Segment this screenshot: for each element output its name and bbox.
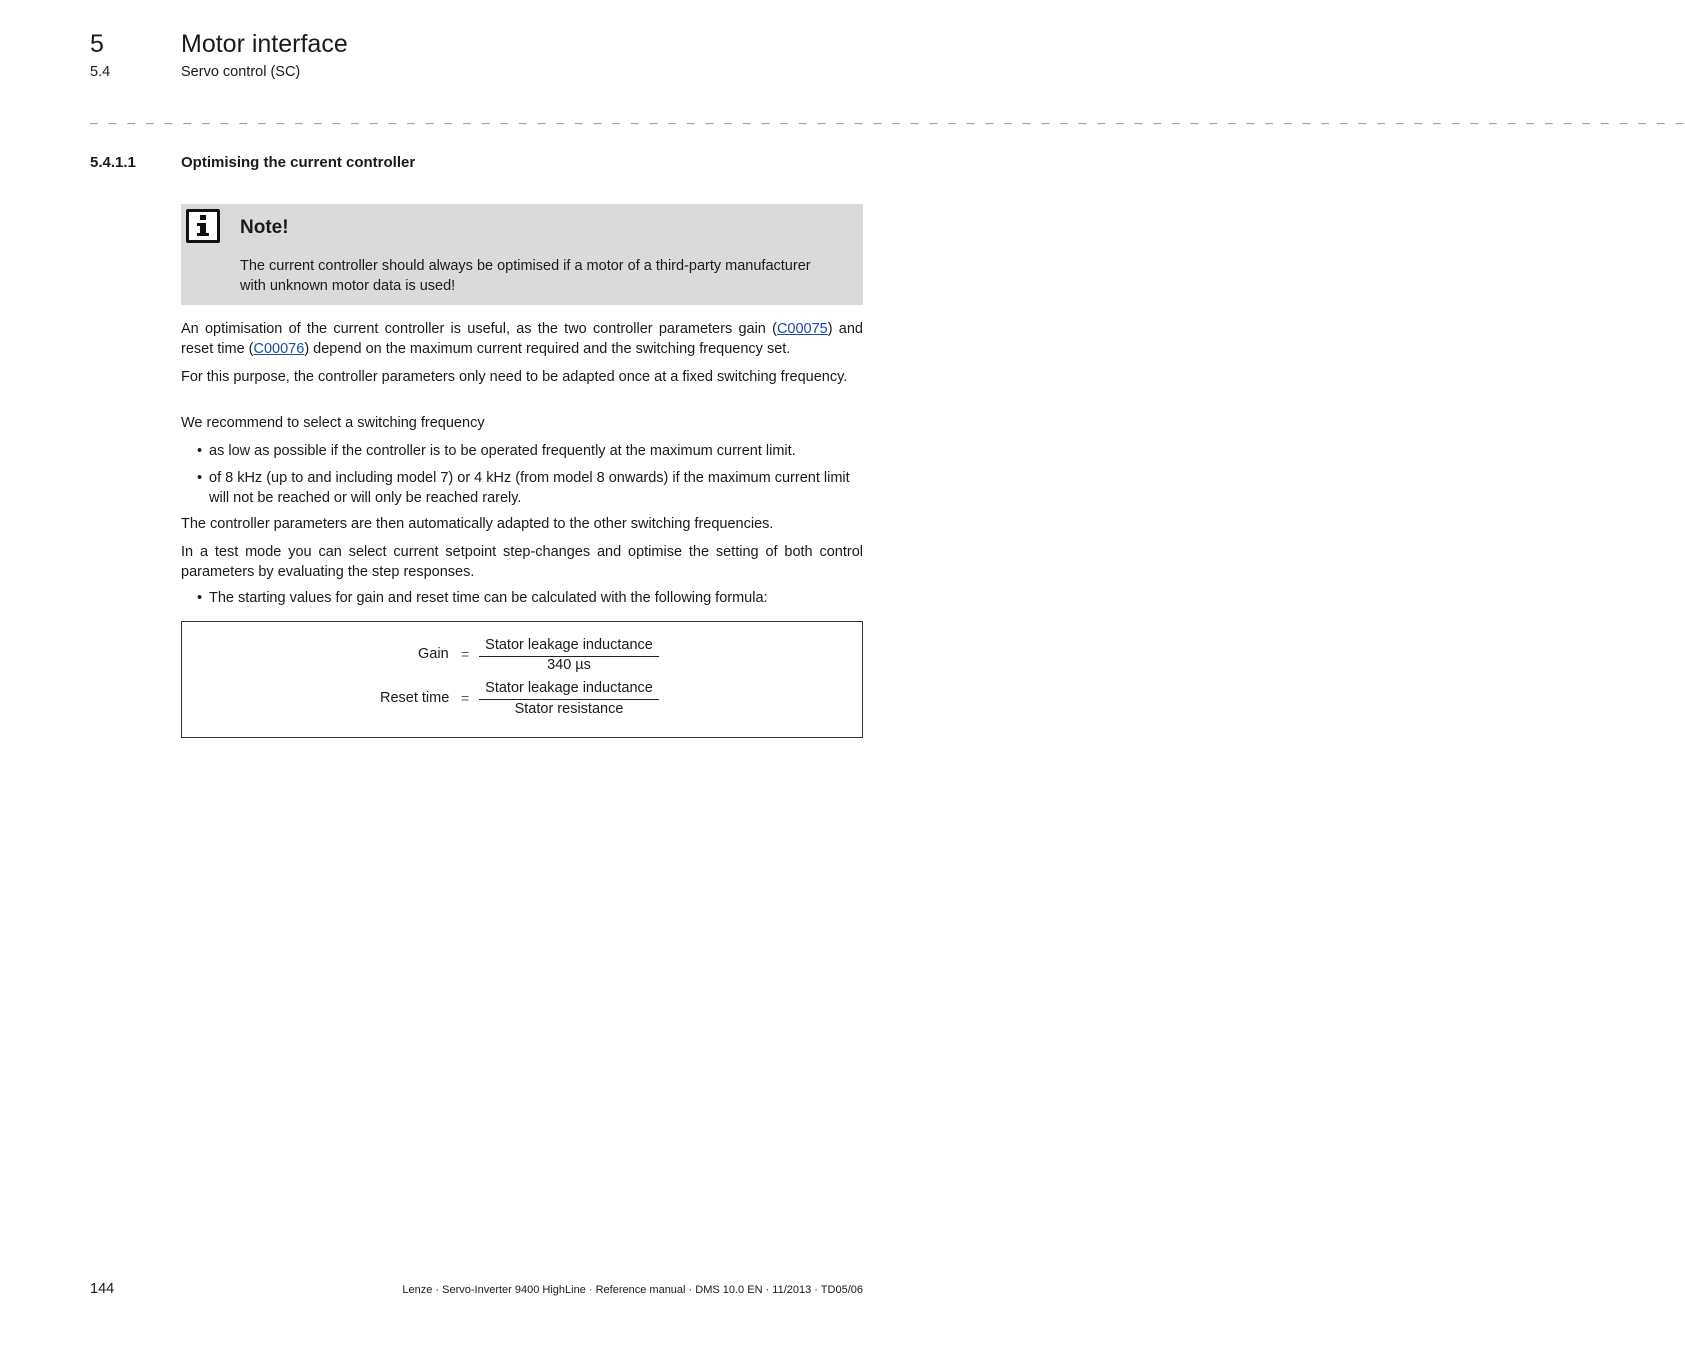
gain-equals: = <box>461 646 470 662</box>
section-title: Servo control (SC) <box>181 64 301 80</box>
chapter-title: Motor interface <box>181 30 348 58</box>
note-title: Note! <box>240 217 289 238</box>
list-item <box>181 589 863 609</box>
paragraph-intro-part2: ) and reset time ( <box>181 321 863 357</box>
link-c00076[interactable]: C00076 <box>253 340 305 357</box>
paragraph-intro-part1: An optimisation of the current controller is useful, as the two controller parameters gain ( <box>181 321 777 337</box>
gain-numerator: Stator leakage inductance <box>485 637 653 653</box>
footer-text: Lenze · Servo-Inverter 9400 HighLine · Reference manual · DMS 10.0 EN · 11/2013 · TD05/06 <box>402 1284 863 1296</box>
bullet-text-3: The starting values for gain and reset time can be calculated with the following formula: <box>209 590 768 606</box>
gain-label: Gain <box>418 646 449 662</box>
reset-time-denominator: Stator resistance <box>514 701 624 717</box>
link-c00075[interactable]: C00075 <box>776 321 828 337</box>
info-icon <box>186 209 220 243</box>
note-box <box>181 204 863 305</box>
subsection-number: 5.4.1.1 <box>90 154 136 171</box>
bullet-text-1: as low as possible if the controller is to be operated frequently at the maximum current limit. <box>209 443 796 459</box>
subsection-title: Optimising the current controller <box>181 154 416 171</box>
list-item <box>181 469 863 509</box>
bullet-symbol: • <box>197 443 203 459</box>
paragraph-intro-part3: ) depend on the maximum current required and the switching frequency set. <box>304 340 791 357</box>
bullet-text-2: of 8 kHz (up to and including model 7) or 4 kHz (from model 8 onwards) if the maximum current limit will not be reached or will only be reached rarely. <box>209 470 850 506</box>
reset-time-numerator: Stator leakage inductance <box>485 680 653 696</box>
reset-time-equals: = <box>461 690 470 706</box>
paragraph-adapted: The controller parameters are then automatically adapted to the other switching frequencies. <box>181 516 774 532</box>
reset-time-label: Reset time <box>380 690 450 706</box>
gain-denominator: 340 µs <box>547 657 591 673</box>
paragraph-purpose: For this purpose, the controller parameters only need to be adapted once at a fixed switching frequency. <box>181 369 848 385</box>
bullet-symbol: • <box>197 590 203 606</box>
header-separator: _ _ _ _ _ _ _ _ _ _ _ _ _ _ _ _ _ _ _ _ _ _ _ _ _ _ _ _ _ _ _ _ _ _ _ _ _ _ _ _ _ _ _ _ _ _ _ _ _ _ _ _ _ _ _ _ _ _ _ _ _ _ _ _ _ _ _ _ _ _ _ _ _ _ _ _ _ _ _ _ _ _ _ _ _ _ <box>90 110 1685 125</box>
bullet-symbol: • <box>197 470 203 486</box>
chapter-number: 5 <box>90 30 104 58</box>
paragraph-recommend: We recommend to select a switching frequency <box>181 415 485 431</box>
page-number: 144 <box>90 1281 115 1297</box>
section-number: 5.4 <box>90 64 111 80</box>
formula-box <box>181 621 863 738</box>
paragraph-intro <box>181 320 863 359</box>
list-item <box>181 442 863 462</box>
paragraph-test-mode: In a test mode you can select current setpoint step-changes and optimise the setting of both control parameters by evaluating the step responses. <box>181 544 863 580</box>
note-text: The current controller should always be optimised if a motor of a third-party manufacturer with unknown motor data is used! <box>240 258 811 294</box>
